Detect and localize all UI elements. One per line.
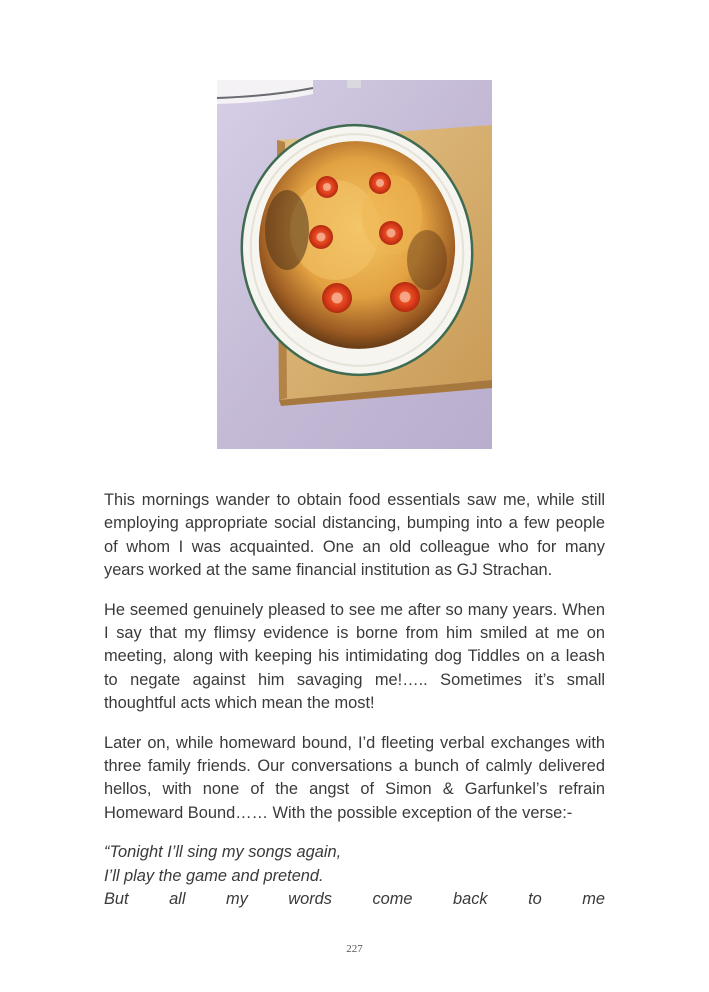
- page-number: 227: [346, 943, 363, 955]
- paragraph: Later on, while homeward bound, I’d fleeting verbal exchanges with three family friends. Our conversations a bunch of calmly delivered hellos, with none of the angst of Simon & Garfunkel’s refrain Homeward Bound…… With the possible exception of the verse:-: [104, 733, 605, 822]
- verse-line: I’ll play the game and pretend.: [104, 866, 324, 885]
- song-verse: [104, 841, 605, 911]
- food-photo: [217, 80, 492, 449]
- verse-line: But all my words come back to me: [104, 890, 605, 909]
- verse-line: “Tonight I’ll sing my songs again,: [104, 843, 342, 862]
- paragraph: This mornings wander to obtain food essentials saw me, while still employing appropriate social distancing, bumping into a few people of whom I was acquainted. One an old colleague who for many years worked at the same financial institution as GJ Strachan.: [104, 491, 605, 580]
- article-body: [104, 489, 605, 912]
- paragraph: He seemed genuinely pleased to see me after so many years. When I say that my flimsy evidence is borne from him smiled at me on meeting, along with keeping his intimidating dog Tiddles on a leash to negate against him savaging me!….. Sometimes it’s small thoughtful acts which mean the most!: [104, 600, 605, 713]
